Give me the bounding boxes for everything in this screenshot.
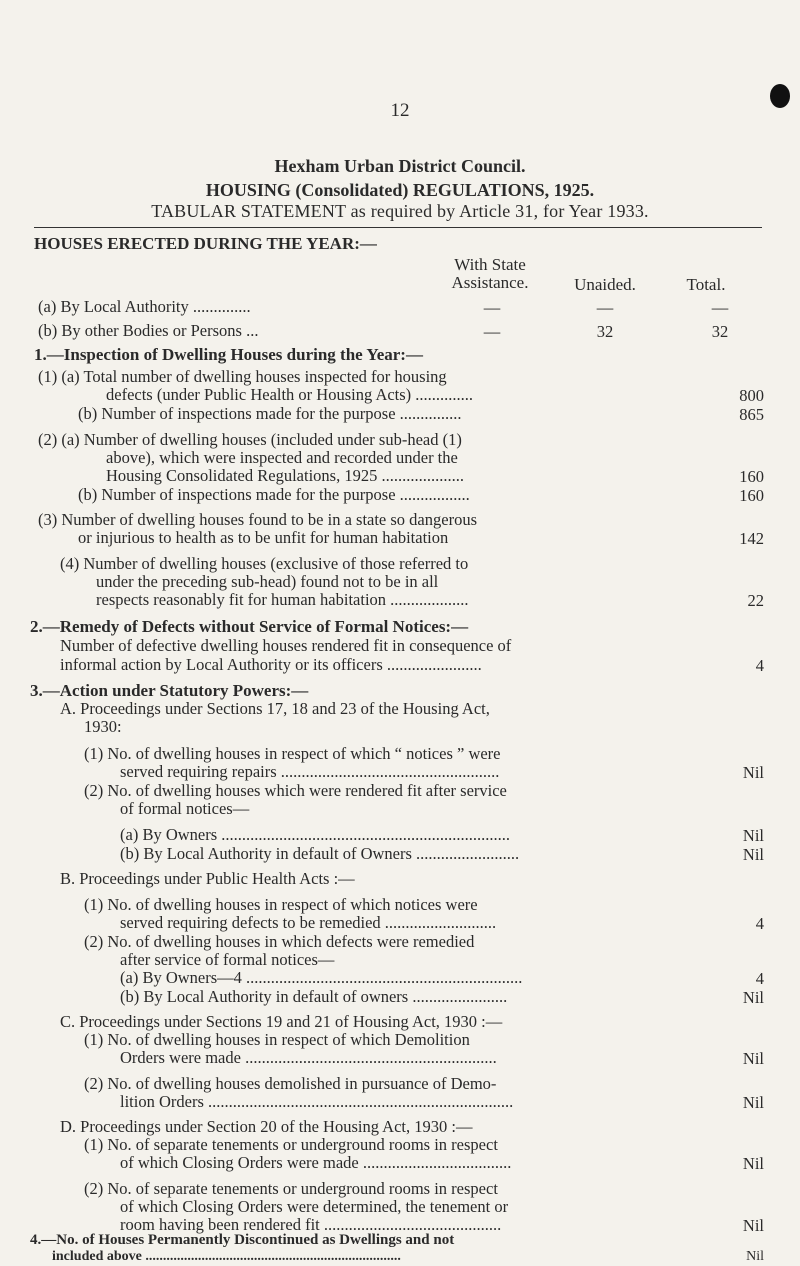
- list-item-value: 142: [739, 529, 764, 548]
- section-4-title: 4.—No. of Houses Permanently Discontinued as Dwellings and not: [30, 1232, 455, 1248]
- list-item: of formal notices—: [120, 799, 250, 818]
- list-item: Housing Consolidated Regulations, 1925 ....................: [106, 466, 464, 485]
- list-item-value: 865: [739, 405, 764, 424]
- houses-row-local-authority: (a) By Local Authority ..............: [38, 297, 251, 316]
- list-item: (2) No. of dwelling houses which were rendered fit after service: [84, 781, 507, 800]
- list-item: defects (under Public Health or Housing Acts) ..............: [106, 385, 474, 404]
- list-item-value: 22: [747, 591, 764, 610]
- houses-row-other-bodies: (b) By other Bodies or Persons ...: [38, 321, 259, 340]
- list-item: B. Proceedings under Public Health Acts :—: [60, 869, 355, 888]
- list-item-value: 4: [755, 656, 764, 675]
- list-item: (1) No. of dwelling houses in respect of which Demolition: [84, 1030, 470, 1049]
- list-item-value: Nil: [742, 1154, 764, 1173]
- list-item: (1) No. of dwelling houses in respect of which notices were: [84, 895, 478, 914]
- list-item: (b) By Local Authority in default of Owners .........................: [120, 844, 520, 863]
- divider: [34, 227, 762, 228]
- list-item: 1930:: [84, 717, 122, 736]
- table-cell: —: [596, 298, 614, 317]
- table-cell: —: [483, 298, 501, 317]
- list-item: D. Proceedings under Section 20 of the Housing Act, 1930 :—: [60, 1117, 473, 1136]
- list-item: lition Orders ..........................................................................: [120, 1092, 514, 1111]
- statement-subtitle: TABULAR STATEMENT as required by Article 31, for Year 1933.: [151, 201, 649, 221]
- houses-erected-title: HOUSES ERECTED DURING THE YEAR:—: [34, 234, 377, 253]
- list-item-value: 4: [755, 914, 764, 933]
- list-item-value: Nil: [742, 845, 764, 864]
- list-item-value: Nil: [742, 1049, 764, 1068]
- regulations-heading: HOUSING (Consolidated) REGULATIONS, 1925.: [205, 180, 595, 200]
- list-item: (1) No. of separate tenements or underground rooms in respect: [84, 1135, 498, 1154]
- list-item-value: 800: [739, 386, 764, 405]
- section-3-title: 3.—Action under Statutory Powers:—: [30, 681, 309, 700]
- list-item-value: Nil: [742, 1216, 764, 1235]
- list-item: (1) No. of dwelling houses in respect of which “ notices ” were: [84, 744, 501, 763]
- list-item: after service of formal notices—: [120, 950, 335, 969]
- list-item: of which Closing Orders were made ....................................: [120, 1153, 512, 1172]
- column-header-state-assistance: With State Assistance.: [451, 255, 529, 292]
- list-item-value: Nil: [742, 826, 764, 845]
- list-item: (2) No. of separate tenements or underground rooms in respect: [84, 1179, 498, 1198]
- list-item: (b) Number of inspections made for the purpose ...............: [78, 404, 462, 423]
- table-cell: 32: [596, 322, 614, 341]
- list-item: Orders were made .............................................................: [120, 1048, 497, 1067]
- list-item: (3) Number of dwelling houses found to be in a state so dangerous: [38, 510, 477, 529]
- list-item: above), which were inspected and recorded under the: [106, 448, 458, 467]
- list-item-value: Nil: [742, 763, 764, 782]
- list-item-value: Nil: [742, 1093, 764, 1112]
- list-item: (a) By Owners ......................................................................: [120, 825, 511, 844]
- list-item: or injurious to health as to be unfit for human habitation: [78, 528, 449, 547]
- column-header-total: Total.: [686, 275, 726, 294]
- section-2-title: 2.—Remedy of Defects without Service of Formal Notices:—: [30, 617, 469, 636]
- list-item: of which Closing Orders were determined, the tenement or: [120, 1197, 509, 1216]
- list-item: (a) By Owners—4 ...................................................................: [120, 968, 523, 987]
- list-item: (2) No. of dwelling houses in which defects were remedied: [84, 932, 475, 951]
- council-heading: Hexham Urban District Council.: [274, 156, 526, 176]
- section-4-title-cont: included above .........................................................................: [52, 1249, 401, 1264]
- list-item-value: 160: [739, 486, 764, 505]
- table-cell: —: [483, 322, 501, 341]
- section-4-value: Nil: [746, 1249, 764, 1264]
- list-item: informal action by Local Authority or its officers .......................: [60, 655, 482, 674]
- list-item-value: 160: [739, 467, 764, 486]
- list-item: (2) No. of dwelling houses demolished in pursuance of Demo-: [84, 1074, 497, 1093]
- list-item: (2) (a) Number of dwelling houses (included under sub-head (1): [38, 430, 462, 449]
- list-item: served requiring defects to be remedied ...........................: [120, 913, 497, 932]
- list-item-value: 4: [755, 969, 764, 988]
- list-item: (b) Number of inspections made for the purpose .................: [78, 485, 470, 504]
- list-item: Number of defective dwelling houses rendered fit in consequence of: [60, 636, 512, 655]
- list-item: (1) (a) Total number of dwelling houses inspected for housing: [38, 367, 447, 386]
- list-item: A. Proceedings under Sections 17, 18 and 23 of the Housing Act,: [60, 699, 490, 718]
- table-cell: 32: [711, 322, 729, 341]
- section-1-title: 1.—Inspection of Dwelling Houses during the Year:—: [34, 345, 423, 364]
- list-item: respects reasonably fit for human habitation ...................: [96, 590, 469, 609]
- list-item: (4) Number of dwelling houses (exclusive of those referred to: [60, 554, 469, 573]
- list-item: (b) By Local Authority in default of owners .......................: [120, 987, 508, 1006]
- list-item: served requiring repairs .....................................................: [120, 762, 500, 781]
- list-item: room having been rendered fit ...........................................: [120, 1215, 502, 1234]
- column-header-unaided: Unaided.: [574, 275, 636, 294]
- list-item: under the preceding sub-head) found not to be in all: [96, 572, 439, 591]
- list-item-value: Nil: [742, 988, 764, 1007]
- page-number: 12: [390, 100, 410, 121]
- table-cell: —: [711, 298, 729, 317]
- list-item: C. Proceedings under Sections 19 and 21 of Housing Act, 1930 :—: [60, 1012, 503, 1031]
